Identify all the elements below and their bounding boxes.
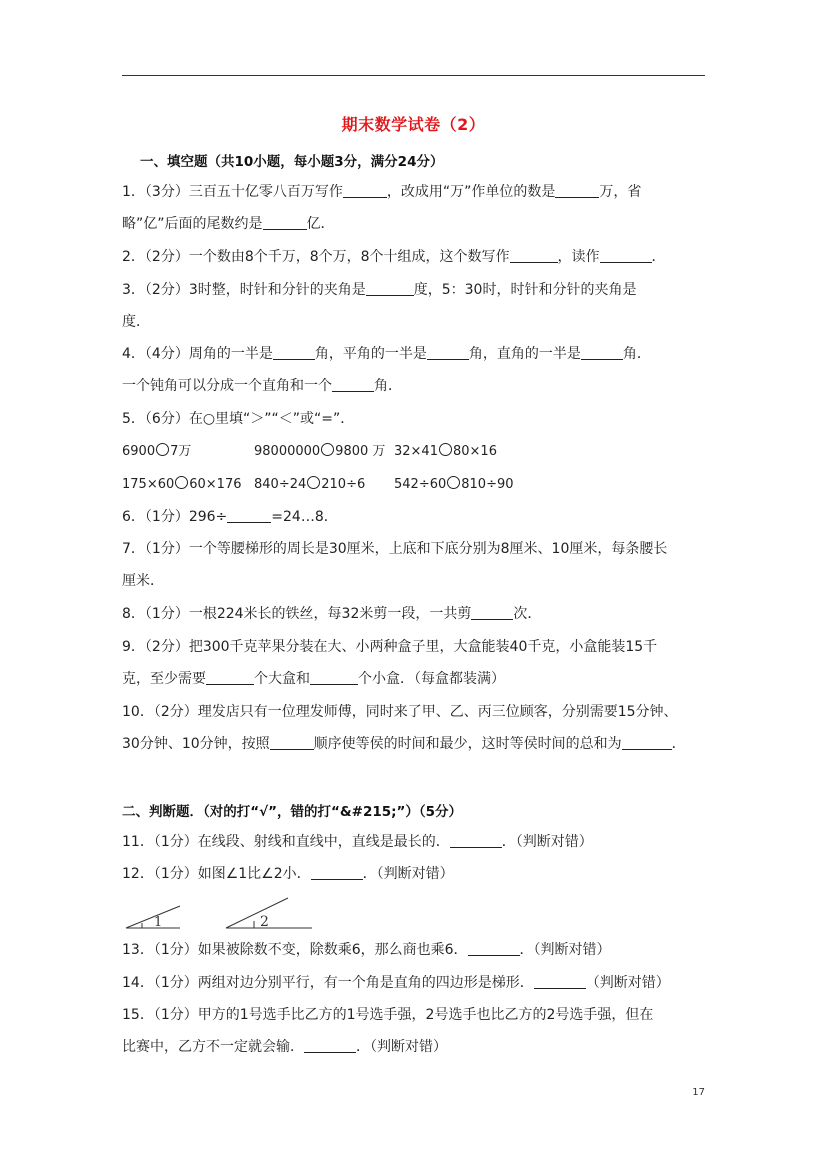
question-13: 13．（1分）如果被除数不变，除数乘6，那么商也乘6． ．（判断对错） bbox=[122, 942, 611, 958]
question-1: 1．（3分）三百五十亿零八百万写作 ，改成用“万”作单位的数是 万，省 bbox=[122, 184, 642, 200]
page-title: 期末数学试卷（2） bbox=[341, 115, 486, 134]
question-10-cont: 30分钟、10分钟，按照 顺序使等侯的时间和最少，这时等侯时间的总和为 ． bbox=[122, 736, 686, 752]
compare-circle[interactable] bbox=[156, 443, 169, 456]
question-9-cont: 克，至少需要 个大盒和 个小盒．（每盒都装满） bbox=[122, 671, 505, 687]
angle-1-label: 1 bbox=[154, 915, 163, 930]
answer-blank[interactable] bbox=[450, 833, 502, 848]
question-7-cont: 厘米． bbox=[122, 573, 164, 589]
question-7: 7．（1分）一个等腰梯形的周长是30厘米，上底和下底分别为8厘米、10厘米，每条腰长 bbox=[122, 541, 668, 557]
question-1-cont: 略”亿”后面的尾数约是 亿． bbox=[122, 216, 335, 232]
answer-blank[interactable] bbox=[534, 974, 586, 989]
section-2-heading: 二、判断题．（对的打“√”，错的打“&#215;”）（5分） bbox=[122, 804, 463, 820]
question-5-row-1: 6900 7万 98000000 9800 万 32×41 80×16 bbox=[122, 444, 497, 459]
answer-blank[interactable] bbox=[332, 377, 374, 392]
answer-blank[interactable] bbox=[343, 183, 387, 198]
question-3-cont: 度． bbox=[122, 314, 150, 330]
answer-blank[interactable] bbox=[471, 605, 513, 620]
section-1-heading: 一、填空题（共10小题，每小题3分，满分24分） bbox=[140, 154, 444, 170]
angle-2-label: 2 bbox=[260, 914, 269, 930]
question-4: 4．（4分）周角的一半是 角，平角的一半是 角，直角的一半是 角． bbox=[122, 346, 651, 362]
compare-circle[interactable] bbox=[447, 476, 460, 489]
question-2: 2．（2分）一个数由8个千万，8个万，8个十组成，这个数写作 ，读作 ． bbox=[122, 249, 666, 265]
compare-circle[interactable] bbox=[321, 443, 334, 456]
answer-blank[interactable] bbox=[600, 248, 652, 263]
answer-blank[interactable] bbox=[468, 941, 520, 956]
answer-blank[interactable] bbox=[581, 345, 623, 360]
answer-blank[interactable] bbox=[270, 735, 314, 750]
question-6: 6．（1分）296÷ =24…8． bbox=[122, 509, 338, 525]
answer-blank[interactable] bbox=[510, 248, 558, 263]
answer-blank[interactable] bbox=[227, 508, 271, 523]
question-15-cont: 比赛中，乙方不一定就会输． ．（判断对错） bbox=[122, 1039, 447, 1055]
answer-blank[interactable] bbox=[310, 670, 358, 685]
question-12: 12．（1分）如图∠1比∠2小． ．（判断对错） bbox=[122, 866, 454, 882]
answer-blank[interactable] bbox=[273, 345, 315, 360]
question-10: 10．（2分）理发店只有一位理发师傅，同时来了甲、乙、丙三位顾客，分别需要15分钟、 bbox=[122, 704, 678, 720]
answer-blank[interactable] bbox=[206, 670, 254, 685]
question-14: 14．（1分）两组对边分别平行，有一个角是直角的四边形是梯形． （判断对错） bbox=[122, 975, 670, 991]
question-15: 15．（1分）甲方的1号选手比乙方的1号选手强，2号选手也比乙方的2号选手强，但在 bbox=[122, 1007, 654, 1023]
question-5-row-2: 175×60 60×176 840÷24 210÷6 542÷60 810÷90 bbox=[122, 477, 514, 492]
compare-circle[interactable] bbox=[307, 476, 320, 489]
question-3: 3．（2分）3时整，时针和分针的夹角是 度，5：30时，时针和分针的夹角是 bbox=[122, 282, 637, 298]
question-4-cont: 一个钝角可以分成一个直角和一个 角． bbox=[122, 378, 402, 394]
angle-1-figure bbox=[124, 892, 184, 932]
question-5: 5．（6分）在○里填“＞”“＜”或“=”． bbox=[122, 411, 355, 427]
answer-blank[interactable] bbox=[263, 215, 307, 230]
question-8: 8．（1分）一根224米长的铁丝，每32米剪一段，一共剪 次． bbox=[122, 606, 542, 622]
question-11: 11．（1分）在线段、射线和直线中，直线是最长的． ．（判断对错） bbox=[122, 834, 593, 850]
header-rule bbox=[122, 75, 705, 76]
answer-blank[interactable] bbox=[311, 865, 363, 880]
question-9: 9．（2分）把300千克苹果分装在大、小两种盒子里，大盒能装40千克，小盒能装15千 bbox=[122, 639, 658, 655]
answer-blank[interactable] bbox=[427, 345, 469, 360]
answer-blank[interactable] bbox=[555, 183, 599, 198]
answer-blank[interactable] bbox=[366, 281, 414, 296]
page-number: 17 bbox=[692, 1087, 705, 1098]
compare-circle[interactable] bbox=[175, 476, 188, 489]
angle-2-figure bbox=[224, 892, 314, 932]
answer-blank[interactable] bbox=[622, 735, 672, 750]
compare-circle[interactable] bbox=[439, 443, 452, 456]
answer-blank[interactable] bbox=[304, 1038, 356, 1053]
